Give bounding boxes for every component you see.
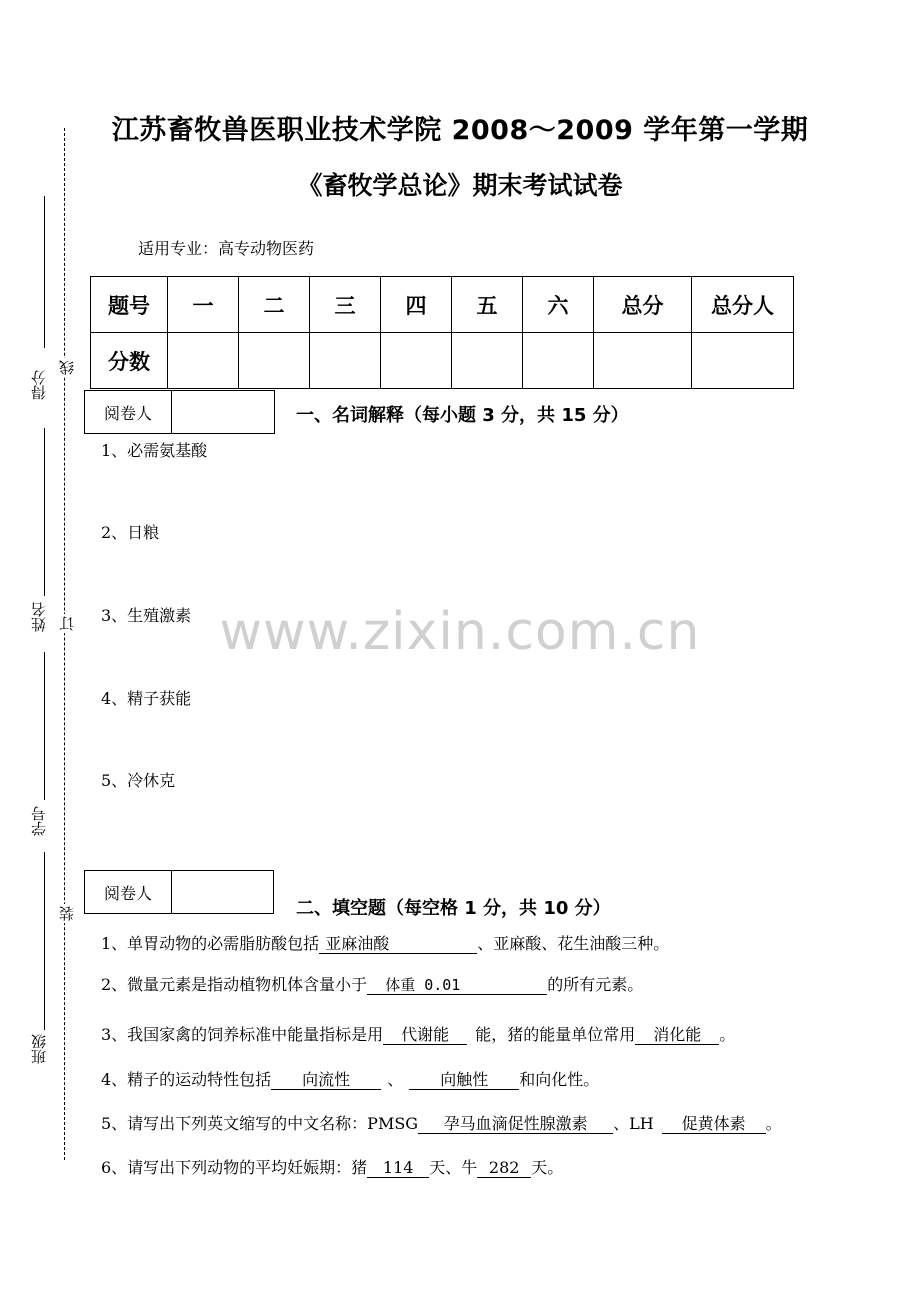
question-text: 2、微量元素是指动植物机体含量小于 — [101, 975, 368, 994]
question-text: 。 — [719, 1025, 736, 1044]
question-text: 。 — [765, 1114, 782, 1133]
reviewer-signature-field[interactable] — [172, 391, 274, 433]
score-input-cell[interactable] — [239, 333, 310, 389]
table-cell-total: 总分 — [594, 277, 692, 333]
line-label: 线 — [58, 360, 76, 375]
reviewer-box-2 — [84, 870, 274, 914]
score-input-cell[interactable] — [523, 333, 594, 389]
question-text: 1、单胃动物的必需脂肪酸包括 — [101, 934, 320, 953]
score-table — [90, 276, 794, 389]
term-item-1: 1、必需氨基酸 — [101, 441, 208, 460]
question-text: 、亚麻酸、花生油酸三种。 — [477, 934, 670, 953]
answer-blank[interactable]: 114 — [367, 1159, 429, 1178]
question-text: 3、我国家禽的饲养标准中能量指标是用 — [101, 1025, 384, 1044]
class-label: 班级 — [30, 1034, 48, 1064]
score-input-cell[interactable] — [594, 333, 692, 389]
question-text: 能，猪的能量单位常用 — [475, 1025, 636, 1044]
question-text: 天。 — [531, 1158, 564, 1177]
order-label: 订 — [58, 616, 76, 631]
question-text: 和向化性。 — [519, 1070, 600, 1089]
applicable-major: 适用专业：高专动物医药 — [138, 239, 315, 258]
answer-blank[interactable]: 体重 0.01 — [367, 976, 547, 995]
exam-title-line2: 《畜牧学总论》期末考试试卷 — [297, 171, 623, 200]
answer-blank[interactable]: 亚麻油酸 — [319, 935, 477, 954]
term-item-3: 3、生殖激素 — [101, 606, 192, 625]
score-label: 得分 — [30, 370, 48, 400]
fill-question-5 — [101, 1111, 782, 1134]
term-item-2: 2、日粮 — [101, 523, 160, 542]
reviewer-box-1 — [84, 390, 275, 434]
question-text: 、 — [387, 1070, 404, 1089]
bind-label: 装 — [58, 906, 76, 921]
question-text: 6、请写出下列动物的平均妊娠期：猪 — [101, 1158, 368, 1177]
answer-blank[interactable]: 促黄体素 — [662, 1115, 766, 1134]
fill-question-2 — [101, 972, 643, 995]
fill-question-3 — [101, 1022, 735, 1045]
section1-title: 一、名词解释（每小题 3 分，共 15 分） — [296, 405, 629, 426]
name-label: 姓名 — [30, 602, 48, 632]
table-cell-grader: 总分人 — [692, 277, 794, 333]
table-cell-q2: 二 — [239, 277, 310, 333]
table-cell-question-no: 题号 — [91, 277, 168, 333]
table-cell-q1: 一 — [168, 277, 239, 333]
term-item-5: 5、冷休克 — [101, 771, 176, 790]
answer-blank[interactable]: 向流性 — [271, 1071, 381, 1090]
table-cell-q6: 六 — [523, 277, 594, 333]
sidebar-rule-id — [44, 852, 45, 1030]
reviewer-label: 阅卷人 — [85, 391, 172, 433]
term-item-4: 4、精子获能 — [101, 689, 192, 708]
sidebar-rule-score — [44, 428, 45, 596]
answer-blank[interactable]: 孕马血滴促性腺激素 — [418, 1115, 613, 1134]
answer-blank[interactable]: 向触性 — [409, 1071, 519, 1090]
section2-title: 二、填空题（每空格 1 分，共 10 分） — [296, 898, 611, 919]
answer-blank[interactable]: 消化能 — [635, 1026, 719, 1045]
student-id-label: 学号 — [30, 806, 48, 836]
fill-question-4 — [101, 1067, 599, 1090]
question-text: 5、请写出下列英文缩写的中文名称：PMSG — [101, 1114, 419, 1133]
reviewer-signature-field[interactable] — [172, 871, 273, 913]
question-text: 4、精子的运动特性包括 — [101, 1070, 272, 1089]
score-input-cell[interactable] — [452, 333, 523, 389]
exam-title-line1: 江苏畜牧兽医职业技术学院 2008～2009 学年第一学期 — [111, 115, 809, 146]
table-cell-score-label: 分数 — [91, 333, 168, 389]
score-input-cell[interactable] — [692, 333, 794, 389]
table-cell-q5: 五 — [452, 277, 523, 333]
score-input-cell[interactable] — [168, 333, 239, 389]
table-cell-q3: 三 — [310, 277, 381, 333]
score-table-score-row — [91, 333, 794, 389]
answer-blank[interactable]: 代谢能 — [383, 1026, 467, 1045]
score-input-cell[interactable] — [381, 333, 452, 389]
sidebar-rule-top — [44, 196, 45, 348]
question-text: 、LH — [613, 1114, 654, 1133]
watermark: www.zixin.com.cn — [219, 602, 701, 662]
sidebar-rule-name — [44, 652, 45, 800]
fill-question-1 — [101, 931, 669, 954]
question-text: 天、牛 — [429, 1158, 478, 1177]
question-text: 的所有元素。 — [547, 975, 644, 994]
answer-blank[interactable]: 282 — [477, 1159, 531, 1178]
score-input-cell[interactable] — [310, 333, 381, 389]
fill-question-6 — [101, 1155, 563, 1178]
reviewer-label: 阅卷人 — [85, 871, 172, 913]
score-table-header-row — [91, 277, 794, 333]
table-cell-q4: 四 — [381, 277, 452, 333]
